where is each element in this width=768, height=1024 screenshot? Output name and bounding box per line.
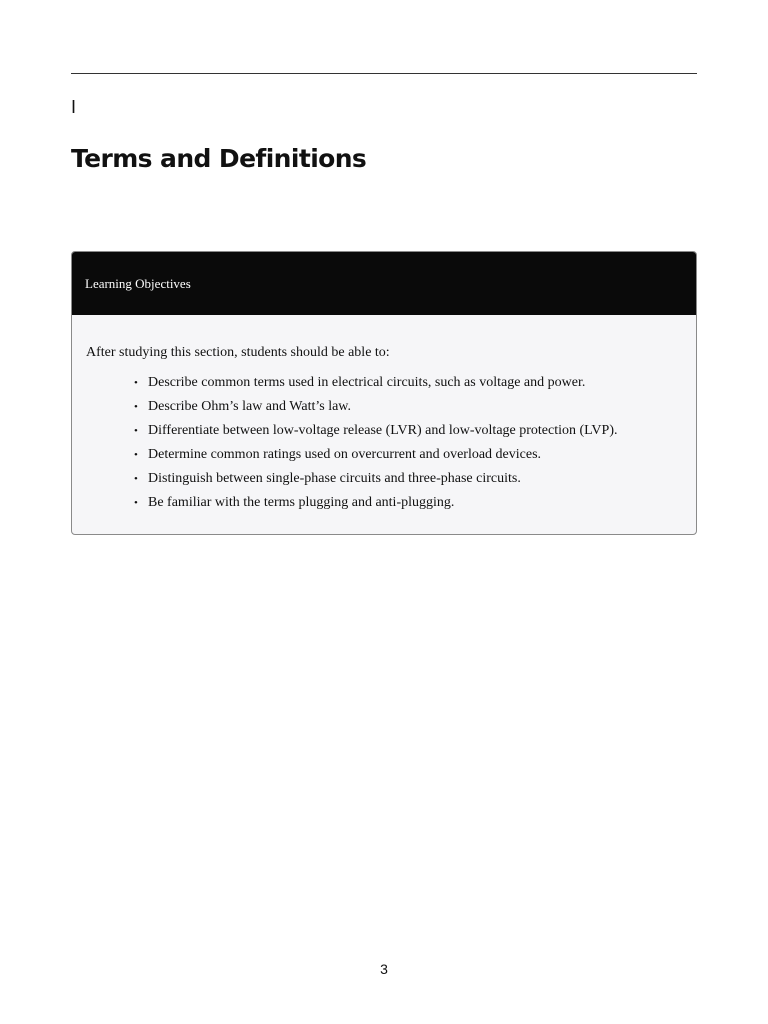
bullet-icon: • <box>134 449 138 461</box>
page-number: 3 <box>380 961 388 977</box>
bullet-icon: • <box>134 497 138 509</box>
learning-objectives-body <box>72 315 696 512</box>
objective-item <box>134 398 682 416</box>
chapter-number: I <box>71 97 77 117</box>
objective-item <box>134 494 682 512</box>
top-rule <box>71 73 697 74</box>
page-title: Terms and Definitions <box>71 144 367 173</box>
bullet-icon: • <box>134 425 138 437</box>
bullet-icon: • <box>134 473 138 485</box>
objective-text: Determine common ratings used on overcurrent and overload devices. <box>148 447 542 462</box>
objective-text: Differentiate between low-voltage release (LVR) and low-voltage protection (LVP). <box>148 423 618 438</box>
objective-text: Describe Ohm’s law and Watt’s law. <box>148 399 351 414</box>
learning-objectives-header: Learning Objectives <box>72 252 696 315</box>
learning-objectives-box <box>71 251 697 535</box>
objectives-list <box>86 374 682 512</box>
objective-item <box>134 446 682 464</box>
objective-item <box>134 422 682 440</box>
objective-text: Distinguish between single-phase circuits and three-phase circuits. <box>148 471 521 486</box>
objective-text: Describe common terms used in electrical circuits, such as voltage and power. <box>148 375 586 390</box>
bullet-icon: • <box>134 377 138 389</box>
bullet-icon: • <box>134 401 138 413</box>
objective-item <box>134 374 682 392</box>
objectives-intro: After studying this section, students should be able to: <box>86 345 390 360</box>
objective-text: Be familiar with the terms plugging and anti-plugging. <box>148 495 455 510</box>
objective-item <box>134 470 682 488</box>
